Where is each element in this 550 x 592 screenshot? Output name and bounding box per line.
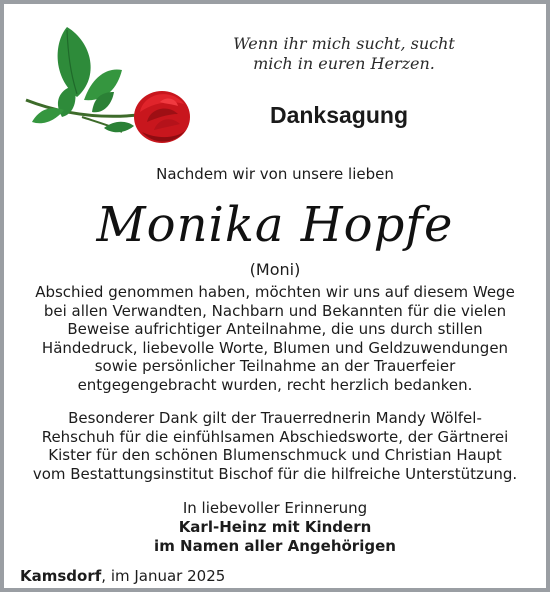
paragraph-line: entgegengebracht wurden, recht herzlich bedanken. — [77, 375, 473, 394]
date-text: , im Januar 2025 — [101, 567, 226, 585]
signatory-family: im Namen aller Angehörigen — [154, 537, 396, 555]
motto-line: Wenn ihr mich sucht, sucht — [233, 34, 455, 53]
closing-signature — [4, 499, 546, 556]
paragraph-line: Beweise aufrichtiger Anteilnahme, die uns durch stillen — [67, 320, 483, 339]
deceased-nickname: (Moni) — [249, 260, 301, 279]
paragraph-line: sowie persönlicher Teilnahme an der Trauerfeier — [94, 357, 456, 376]
place-name: Kamsdorf — [20, 567, 102, 585]
closing-line: In liebevoller Erinnerung — [182, 499, 368, 517]
motto-line: mich in euren Herzen. — [253, 54, 435, 73]
signatory-names: Karl-Heinz mit Kindern — [178, 518, 372, 536]
paragraph-line: Abschied genommen haben, möchten wir uns auf diesem Wege — [35, 283, 515, 301]
paragraph-line: Händedruck, liebevolle Worte, Blumen und Geldzuwendungen — [41, 338, 509, 357]
paragraph-line: Kister für den schönen Blumenschmuck und Christian Haupt — [48, 446, 502, 465]
intro-text: Nachdem wir von unsere lieben — [156, 165, 394, 183]
paragraph-line: Rehschuh für die einfühlsamen Abschiedsworte, der Gärtnerei — [41, 427, 509, 446]
red-rose-icon — [22, 22, 197, 157]
page-title: Danksagung — [269, 102, 409, 128]
paragraph-line: Besonderer Dank gilt der Trauerrednerin Mandy Wölfel- — [68, 409, 482, 427]
deceased-name: Monika Hopfe — [96, 197, 454, 253]
special-thanks-paragraph — [4, 409, 546, 483]
paragraph-line: vom Bestattungsinstitut Bischof für die hilfreiche Unterstützung. — [32, 464, 518, 483]
thanks-paragraph — [4, 283, 546, 395]
paragraph-line: bei allen Verwandten, Nachbarn und Bekannten für die vielen — [43, 301, 507, 320]
place-date — [20, 566, 225, 586]
motto-verse — [204, 34, 484, 74]
